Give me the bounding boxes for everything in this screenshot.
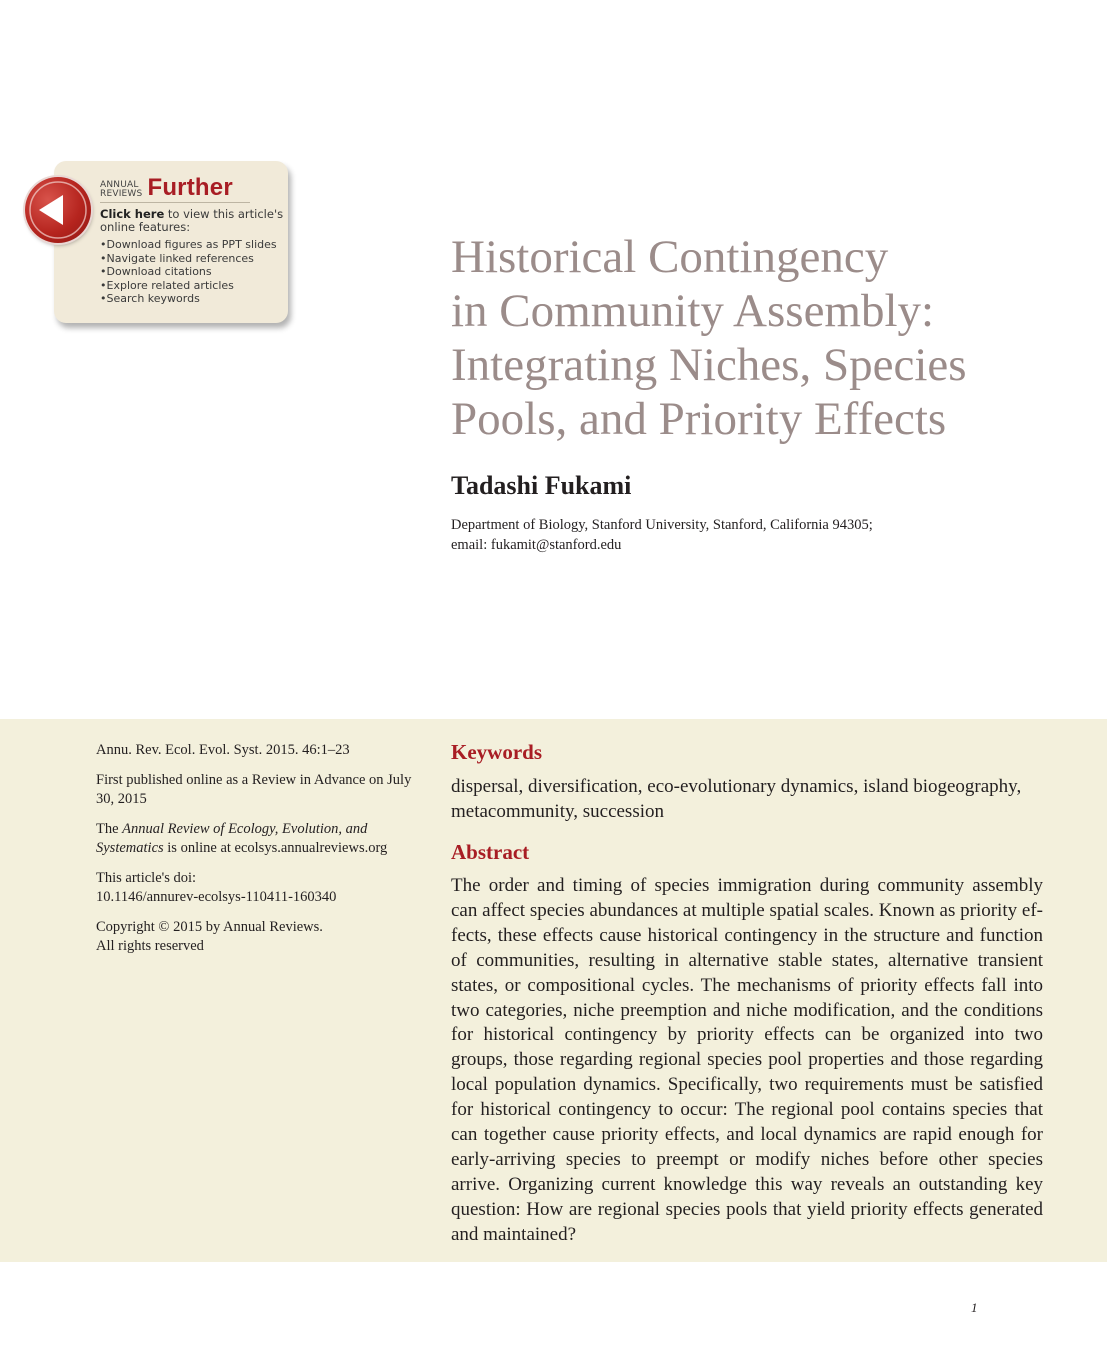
title-line: Integrating Niches, Species [451,339,967,391]
further-feature-item: • Explore related articles [100,279,285,293]
affiliation-email: email: fukamit@stanford.edu [451,537,622,553]
affiliation-line: Department of Biology, Stanford University, Stanford, California 94305; [451,517,873,533]
logo-reviews: REVIEWS [100,189,143,199]
keywords-text: dispersal, diversification, eco-evolutionary dynamics, island biogeography, metacommunity, succession [451,776,1022,822]
abstract-text: The order and timing of species immigration during community assembly can affect species abundances at multiple spatial scales. Known as priority effects, these effects cause historical contingency in the structure and function of communities, resulting in alternative stable states, alternative transient states, or compositional cycles. The mechanisms of priority effects fall into two categories, niche preemption and niche modification, and the conditions for historical contingency by priority effects can be organized into two groups, those regarding regional species pool properties and those regarding local population dynamics. Specifically, two requirements must be satisfied for historical contingency to occur: The regional pool contains species that can together cause priority effects, and local dynamics are rapid enough for early-arriving species to preempt or modify niches before other species arrive. Organizing current knowledge this way reveals an outstanding key question: How are regional species pools that yield priority effects generated and maintained? [451,875,1043,1245]
copyright-block [96,918,416,956]
further-intro [100,208,285,234]
logo-annual: ANNUAL [100,180,139,190]
further-feature-item: • Download figures as PPT slides [100,238,285,252]
author-name: Tadashi Fukami [451,471,632,500]
further-feature-item: • Download citations [100,265,285,279]
citation: Annu. Rev. Ecol. Evol. Syst. 2015. 46:1–23 [96,742,350,758]
publication-date: First published online as a Review in Advance on July 30, 2015 [96,772,412,807]
further-intro-rest: to view this article's online features: [100,207,284,234]
rights: All rights reserved [96,938,204,954]
online-pre: The [96,821,123,837]
click-here-link[interactable]: Click here [100,207,165,221]
doi-block [96,869,416,907]
keywords-heading: Keywords [451,740,542,764]
further-panel [100,174,285,306]
title-line: Pools, and Priority Effects [451,393,947,445]
abstract-heading: Abstract [451,840,530,864]
doi-label: This article's doi: [96,870,197,886]
online-post: is online at ecolsys.annualreviews.org [163,840,388,856]
further-feature-item: • Navigate linked references [100,252,285,266]
annual-reviews-further-logo [100,174,250,203]
logo-further: Further [147,174,233,201]
online-journal-note [96,820,416,858]
doi-value[interactable]: 10.1146/annurev-ecolsys-110411-160340 [96,889,337,905]
author-affiliation [451,515,1051,555]
title-line: Historical Contingency [451,231,889,283]
further-feature-list [100,238,285,306]
article-title [451,230,1051,446]
copyright: Copyright © 2015 by Annual Reviews. [96,919,323,935]
journal-name: Annual Review of Ecology, Evolution, and Systematics [96,821,368,856]
title-line: in Community Assembly: [451,285,935,337]
article-meta [96,741,416,967]
back-arrow-icon[interactable] [25,177,91,243]
further-feature-item: • Search keywords [100,292,285,306]
page-number: 1 [971,1300,978,1315]
